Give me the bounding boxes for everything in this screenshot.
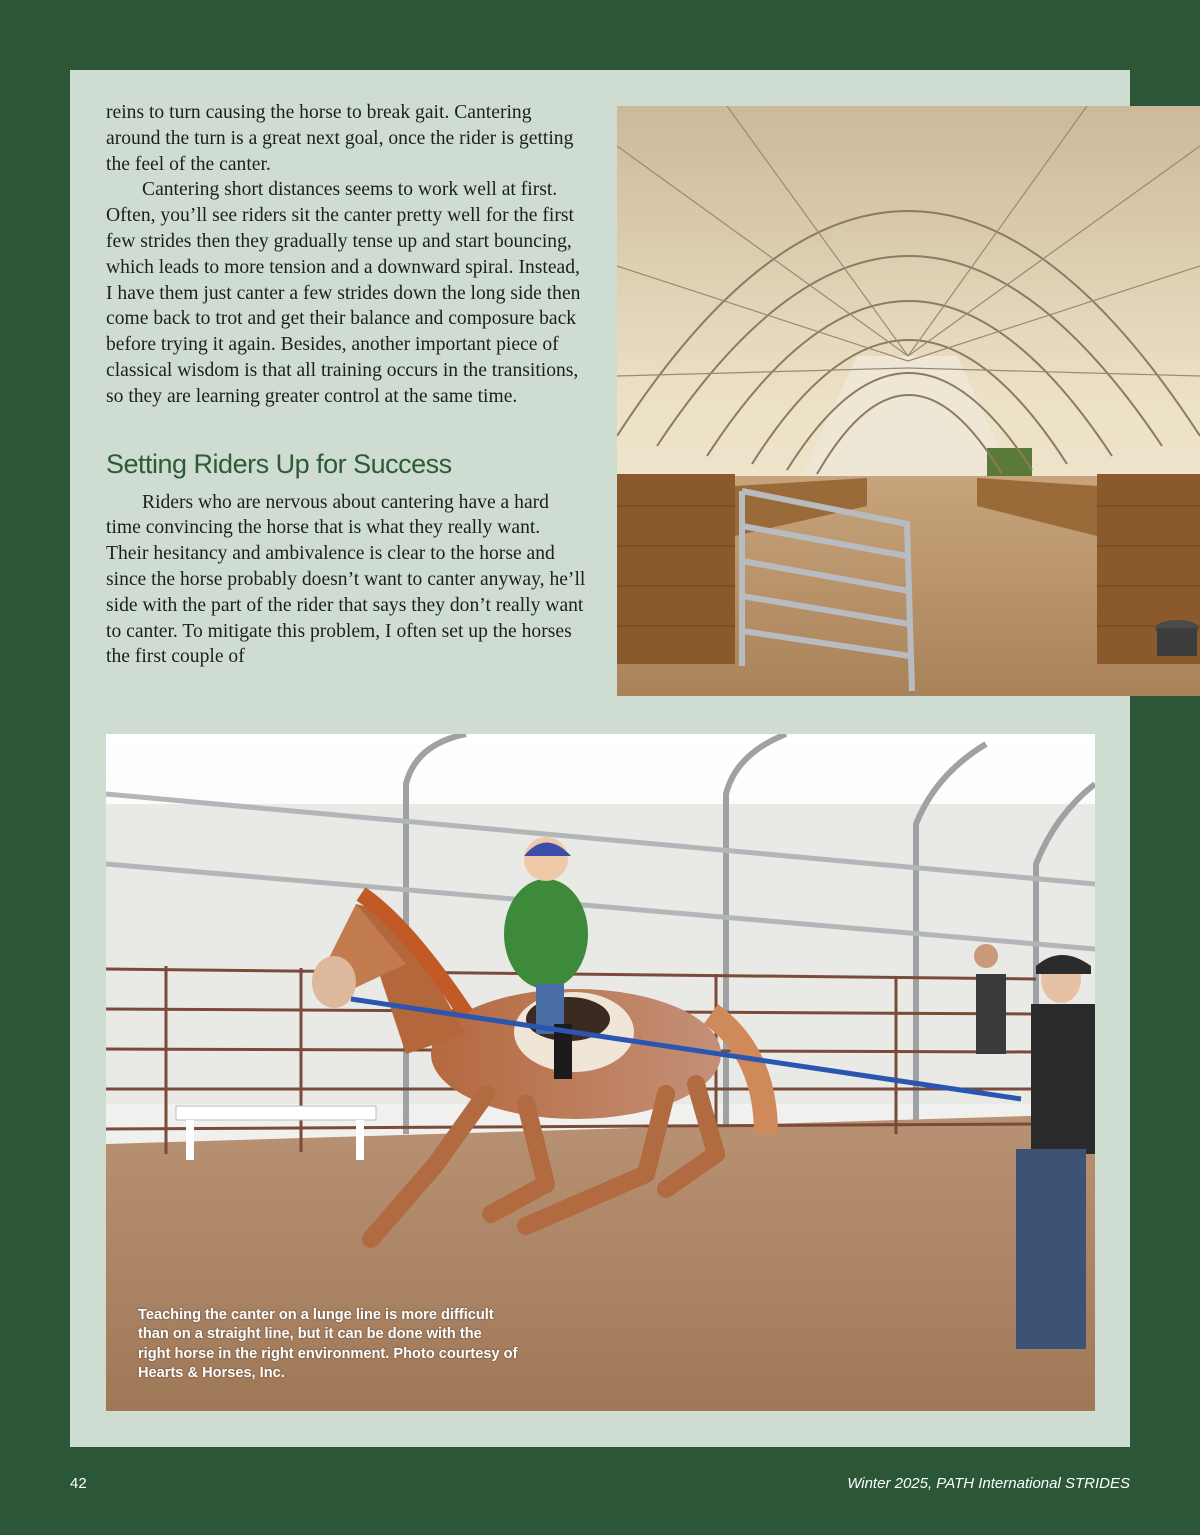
- article-paragraph-2: Cantering short distances seems to work well at first. Often, you’ll see riders sit the canter pretty well for the first few strides then they gradually tense up and start bouncing, which leads to more tension and a downward spiral. Instead, I have them just canter a few strides down the long side then come back to trot and get their balance and composure back before trying it again. Besides, another important piece of classical wisdom is that all training occurs in the transitions, so they are learning greater control at the same time.: [106, 179, 581, 407]
- article-text-column: [106, 100, 586, 670]
- indoor-arena-photo: [617, 106, 1200, 696]
- section-subheading: Setting Riders Up for Success: [106, 448, 452, 479]
- photo-caption: Teaching the canter on a lunge line is more difficult than on a straight line, but it can be done with the right horse in the right environment. Photo courtesy of Hearts & Horses, Inc.: [138, 1307, 518, 1382]
- article-paragraph-1: reins to turn causing the horse to break gait. Cantering around the turn is a great next goal, once the rider is getting the feel of the canter.: [106, 102, 574, 175]
- publication-footer: Winter 2025, PATH International STRIDES: [847, 1475, 1130, 1492]
- page-number: 42: [70, 1475, 87, 1492]
- article-paragraph-3: Riders who are nervous about cantering have a hard time convincing the horse that is what they really want. Their hesitancy and ambivalence is clear to the horse and since the horse probably doesn’t want to canter anyway, he’ll side with the part of the rider that says they don’t really want to canter. To mitigate this problem, I often set up the horses the first couple of: [106, 491, 586, 668]
